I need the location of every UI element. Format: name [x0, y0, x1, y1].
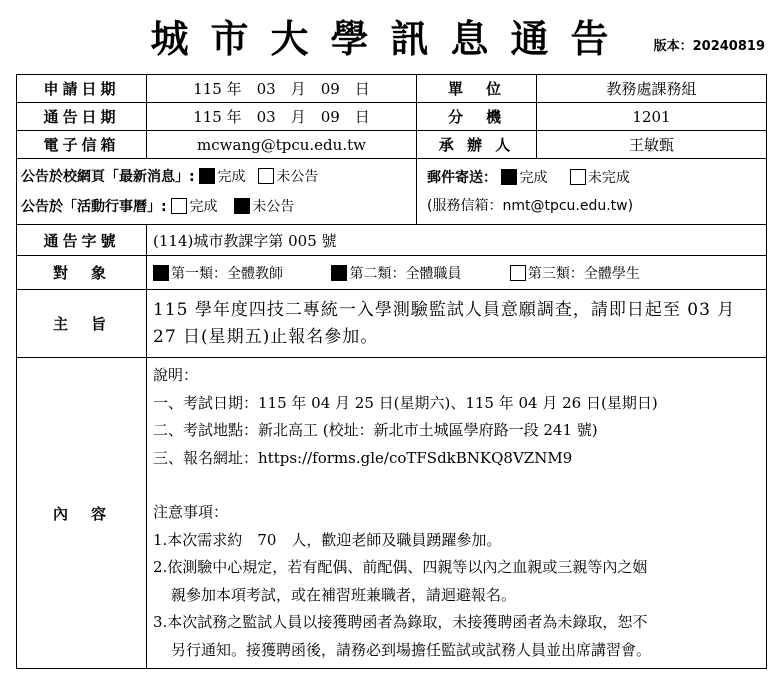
mail-note: (服務信箱：nmt@tpcu.edu.tw) — [427, 197, 634, 214]
row-apply-date — [17, 75, 767, 103]
subject-text: 115 學年度四技二專統一入學測驗監試人員意願調查，請即日起至 03 月 27 日(星期五)止報名參加。 — [147, 290, 767, 358]
ext-label: 分 機 — [417, 103, 537, 131]
note-2b: 親參加本項考試，或在補習班兼職者，請迴避報名。 — [171, 585, 517, 604]
calendar-announce-label: 公告於「活動行事曆」: — [21, 198, 167, 215]
row-target — [17, 256, 767, 290]
note-1: 1.本次需求約 70 人，歡迎老師及職員踴躍參加。 — [153, 530, 502, 549]
notice-date-label: 通告日期 — [17, 103, 147, 131]
calendar-done-label: 完成 — [189, 198, 218, 215]
notice-form — [16, 74, 767, 669]
calendar-not-checkbox[interactable] — [234, 198, 250, 214]
target3-label: 第三類：全體學生 — [527, 265, 640, 282]
row-subject — [17, 290, 767, 358]
target2-label: 第二類：全體職員 — [349, 265, 462, 282]
apply-date-value: 115 年 03 月 09 日 — [147, 75, 417, 103]
apply-date-label: 申請日期 — [17, 75, 147, 103]
note-3a: 3.本次試務之監試人員以接獲聘函者為錄取，未接獲聘函者為未錄取，恕不 — [153, 613, 648, 631]
target-label: 對 象 — [17, 256, 147, 290]
content-body — [147, 358, 767, 669]
note-2a: 2.依測驗中心規定，若有配偶、前配偶、四親等以內之血親或三親等內之姻 — [153, 558, 648, 576]
web-not-label: 未公告 — [276, 168, 319, 185]
mail-not-label: 未完成 — [587, 169, 630, 186]
handler-label: 承 辦 人 — [417, 131, 537, 159]
announce-cell — [17, 159, 417, 225]
note-3b: 另行通知。接獲聘函後，請務必到場擔任監試或試務人員並出席講習會。 — [171, 640, 652, 659]
web-announce-label: 公告於校網頁「最新消息」: — [21, 168, 195, 185]
target1-checkbox[interactable] — [153, 265, 169, 281]
content-intro: 說明： — [153, 366, 199, 384]
row-email — [17, 131, 767, 159]
email-value: mcwang@tpcu.edu.tw — [147, 131, 417, 159]
target3-checkbox[interactable] — [510, 265, 526, 281]
calendar-not-label: 未公告 — [252, 198, 295, 215]
unit-value: 教務處課務組 — [537, 75, 767, 103]
unit-label: 單 位 — [417, 75, 537, 103]
row-content — [17, 358, 767, 669]
content-item-3: 三、報名網址：https://forms.gle/coTFSdkBNKQ8VZNM9 — [153, 448, 573, 467]
web-done-checkbox[interactable] — [199, 168, 215, 184]
handler-value: 王敏甄 — [537, 131, 767, 159]
mail-cell — [417, 159, 767, 225]
mail-label: 郵件寄送： — [427, 169, 497, 186]
content-item-2: 二、考試地點：新北高工 (校址：新北市土城區學府路一段 241 號) — [153, 421, 598, 439]
mail-not-checkbox[interactable] — [570, 169, 586, 185]
web-not-checkbox[interactable] — [258, 168, 274, 184]
target2-checkbox[interactable] — [331, 265, 347, 281]
email-label: 電子信箱 — [17, 131, 147, 159]
ext-value: 1201 — [537, 103, 767, 131]
target1-label: 第一類：全體教師 — [171, 265, 283, 282]
doc-no-value: (114)城市教課字第 005 號 — [147, 225, 767, 256]
content-label: 內 容 — [17, 358, 147, 669]
doc-no-label: 通告字號 — [17, 225, 147, 256]
row-doc-no — [17, 225, 767, 256]
mail-done-label: 完成 — [519, 169, 548, 186]
row-announce — [17, 159, 767, 225]
content-item-1: 一、考試日期：115 年 04 月 25 日(星期六)、115 年 04 月 26 日(星期日) — [153, 393, 658, 412]
version-label: 版本：20240819 — [653, 39, 765, 54]
mail-done-checkbox[interactable] — [501, 169, 517, 185]
page-title: 城市大學訊息通告 — [150, 16, 631, 61]
row-notice-date — [17, 103, 767, 131]
content-spacer — [153, 472, 760, 499]
target-options — [147, 256, 767, 290]
subject-label: 主 旨 — [17, 290, 147, 358]
notice-date-value: 115 年 03 月 09 日 — [147, 103, 417, 131]
notes-title: 注意事項： — [153, 503, 229, 521]
calendar-done-checkbox[interactable] — [171, 198, 187, 214]
web-done-label: 完成 — [217, 168, 246, 185]
